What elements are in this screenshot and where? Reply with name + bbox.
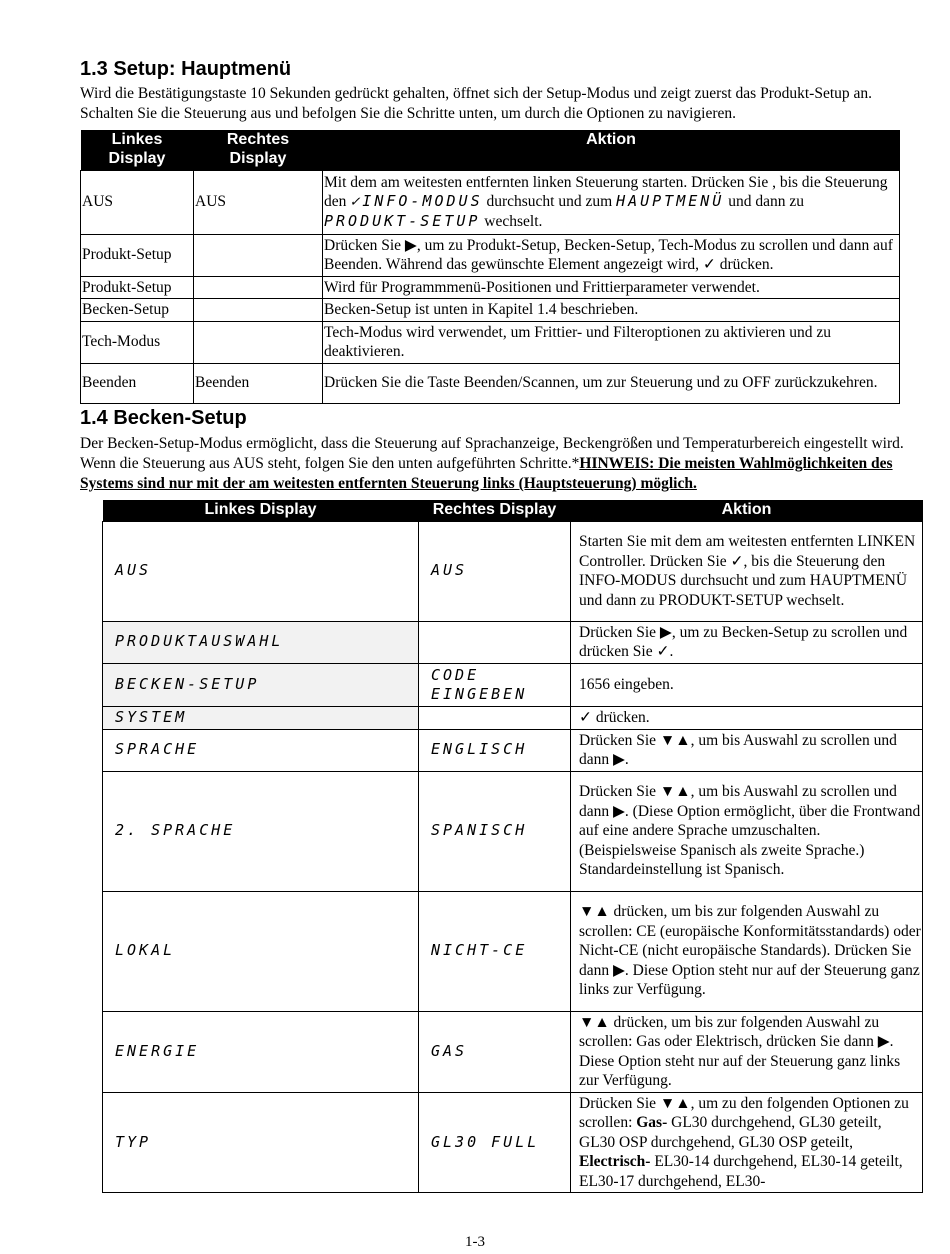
- action-cell: Starten Sie mit dem am weitesten entfernten LINKEN Controller. Drücken Sie ✓, bis die Steuerung den INFO-MODUS durchsucht und zum HAUPTMENÜ und dann zu PRODUKT-SETUP wechselt.: [571, 521, 923, 621]
- becken-setup-table: [102, 500, 923, 1193]
- left-display-cell: AUS: [81, 170, 194, 234]
- left-display-cell: LOKAL: [103, 891, 419, 1011]
- hinweis-note: HINWEIS: Die meisten Wahlmöglichkeiten des Systems sind nur mit der am weitesten entfernten Steuerung links (Hauptsteuerung) möglich.: [80, 455, 893, 492]
- column-header-action: Aktion: [571, 500, 923, 521]
- table-row: [103, 1011, 923, 1092]
- left-display-cell: Becken-Setup: [81, 299, 194, 322]
- table-row: [103, 706, 923, 729]
- action-cell: Drücken Sie ▼▲, um bis Auswahl zu scrollen und dann ▶. (Diese Option ermöglicht, über die Frontwand auf eine andere Sprache umzuschalten. (Beispielsweise Spanisch als zweite Sprache.) Standardeinstellung ist Spanisch.: [571, 771, 923, 891]
- page-number: 1-3: [465, 1234, 485, 1250]
- action-cell: Mit dem am weitesten entfernten linken Steuerung starten. Drücken Sie , bis die Steuerung den ✓INFO-MODUS durchsucht und zum HAUPTMENÜ und dann zu PRODUKT-SETUP wechselt.: [323, 170, 900, 234]
- section-intro-1-3: Wird die Bestätigungstaste 10 Sekunden gedrückt gehalten, öffnet sich der Setup-Modus und zeigt zuerst das Produkt-Setup an. Schalten Sie die Steuerung aus und befolgen Sie die Schritte unten, um durch die Optionen zu navigieren.: [80, 85, 873, 122]
- left-display-cell: ENERGIE: [103, 1011, 419, 1092]
- right-display-cell: AUS: [194, 170, 323, 234]
- column-header-action: Aktion: [323, 130, 900, 170]
- right-display-cell: [194, 276, 323, 299]
- table-row: [103, 891, 923, 1011]
- column-header-left-display: Linkes Display: [81, 130, 194, 170]
- table-header-row: [81, 130, 900, 170]
- right-display-cell: ENGLISCH: [419, 729, 571, 771]
- action-cell: Tech-Modus wird verwendet, um Frittier- und Filteroptionen zu aktivieren und zu deaktivieren.: [323, 321, 900, 363]
- table-row: [103, 729, 923, 771]
- column-header-right-display: Rechtes Display: [194, 130, 323, 170]
- table-row: [81, 170, 900, 234]
- right-display-cell: GAS: [419, 1011, 571, 1092]
- action-cell: Drücken Sie ▼▲, um bis Auswahl zu scrollen und dann ▶.: [571, 729, 923, 771]
- column-header-right-display: Rechtes Display: [419, 500, 571, 521]
- left-display-cell: Produkt-Setup: [81, 234, 194, 276]
- action-cell: 1656 eingeben.: [571, 663, 923, 706]
- table-row: [81, 299, 900, 322]
- action-cell: ▼▲ drücken, um bis zur folgenden Auswahl zu scrollen: CE (europäische Konformitätsstandards) oder Nicht-CE (nicht europäische Standards). Drücken Sie dann ▶. Diese Option steht nur auf der Steuerung ganz links zur Verfügung.: [571, 891, 923, 1011]
- left-display-cell: BECKEN-SETUP: [103, 663, 419, 706]
- table-row: [103, 621, 923, 663]
- table-row: [103, 663, 923, 706]
- table-row: [103, 771, 923, 891]
- table-row: [103, 521, 923, 621]
- left-display-cell: Tech-Modus: [81, 321, 194, 363]
- left-display-cell: SPRACHE: [103, 729, 419, 771]
- action-cell: Drücken Sie ▼▲, um zu den folgenden Optionen zu scrollen: Gas- GL30 durchgehend, GL30 geteilt, GL30 OSP durchgehend, GL30 OSP geteilt, Electrisch- EL30-14 durchgehend, EL30-14 geteilt, EL30-17 durchgehend, EL30-: [571, 1092, 923, 1193]
- section-intro-1-4: Der Becken-Setup-Modus ermöglicht, dass die Steuerung auf Sprachanzeige, Beckengrößen und Temperaturbereich eingestellt wird. Wenn die Steuerung aus AUS steht, folgen Sie den unten aufgeführten Schritte.*HINWEIS: Die meisten Wahlmöglichkeiten des Systems sind nur mit der am weitesten entfernten Steuerung links (Hauptsteuerung) möglich.: [80, 435, 904, 492]
- action-cell: Drücken Sie die Taste Beenden/Scannen, um zur Steuerung und zu OFF zurückzukehren.: [323, 363, 900, 403]
- action-cell: Wird für Programmmenü-Positionen und Frittierparameter verwendet.: [323, 276, 900, 299]
- action-cell: ✓ drücken.: [571, 706, 923, 729]
- right-display-cell: GL30 FULL: [419, 1092, 571, 1193]
- table-row: [81, 321, 900, 363]
- right-display-cell: NICHT-CE: [419, 891, 571, 1011]
- right-display-cell: SPANISCH: [419, 771, 571, 891]
- left-display-cell: AUS: [103, 521, 419, 621]
- section-heading-1-3: 1.3 Setup: Hauptmenü: [80, 58, 292, 80]
- table-row: [81, 276, 900, 299]
- right-display-cell: [194, 299, 323, 322]
- hauptmenu-table: [80, 130, 900, 404]
- right-display-cell: [194, 321, 323, 363]
- left-display-cell: Beenden: [81, 363, 194, 403]
- table-row: [103, 1092, 923, 1193]
- right-display-cell: [419, 621, 571, 663]
- table-row: [81, 234, 900, 276]
- action-cell: Drücken Sie ▶, um zu Produkt-Setup, Becken-Setup, Tech-Modus zu scrollen und dann auf Beenden. Während das gewünschte Element angezeigt wird, ✓ drücken.: [323, 234, 900, 276]
- action-cell: ▼▲ drücken, um bis zur folgenden Auswahl zu scrollen: Gas oder Elektrisch, drücken Sie dann ▶. Diese Option steht nur auf der Steuerung ganz links zur Verfügung.: [571, 1011, 923, 1092]
- action-cell: Drücken Sie ▶, um zu Becken-Setup zu scrollen und drücken Sie ✓.: [571, 621, 923, 663]
- left-display-cell: SYSTEM: [103, 706, 419, 729]
- right-display-cell: [419, 706, 571, 729]
- right-display-cell: Beenden: [194, 363, 323, 403]
- column-header-left-display: Linkes Display: [103, 500, 419, 521]
- left-display-cell: 2. SPRACHE: [103, 771, 419, 891]
- right-display-cell: [194, 234, 323, 276]
- section-heading-1-4: 1.4 Becken-Setup: [80, 407, 247, 429]
- right-display-cell: AUS: [419, 521, 571, 621]
- right-display-cell: CODE EINGEBEN: [419, 663, 571, 706]
- table-row: [81, 363, 900, 403]
- left-display-cell: Produkt-Setup: [81, 276, 194, 299]
- left-display-cell: PRODUKTAUSWAHL: [103, 621, 419, 663]
- action-cell: Becken-Setup ist unten in Kapitel 1.4 beschrieben.: [323, 299, 900, 322]
- left-display-cell: TYP: [103, 1092, 419, 1193]
- table-header-row: [103, 500, 923, 521]
